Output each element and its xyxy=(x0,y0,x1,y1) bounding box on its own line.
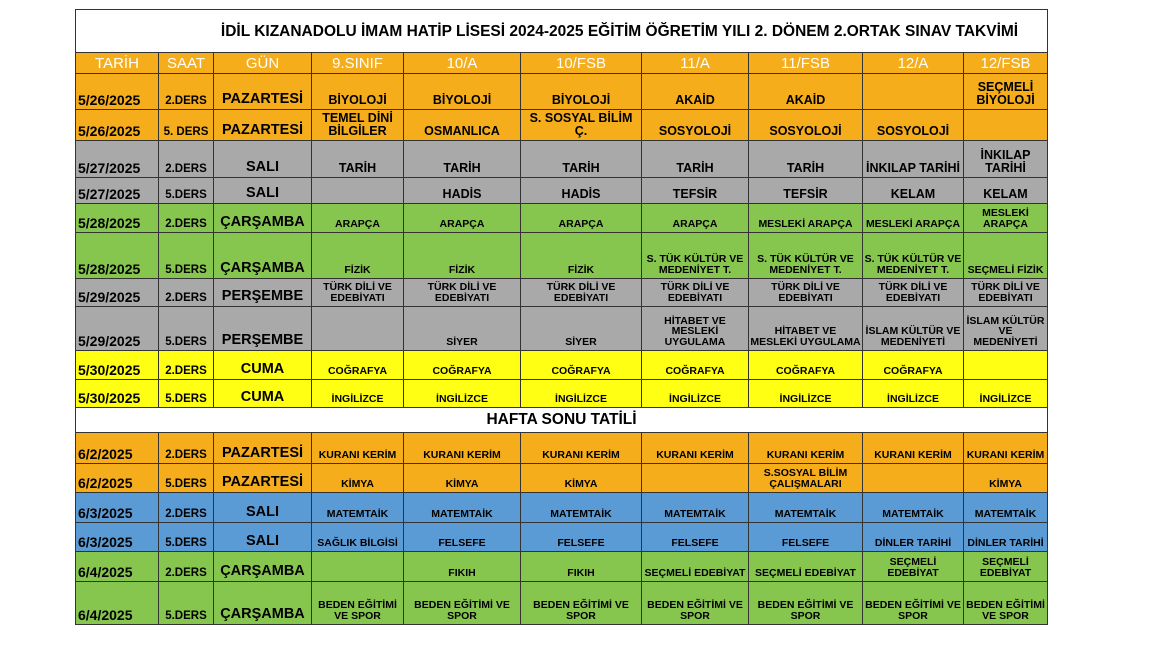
subject-11-a: AKAİD xyxy=(642,74,749,110)
header-row xyxy=(76,53,1048,74)
exam-date: 6/2/2025 xyxy=(76,433,159,464)
schedule-row xyxy=(76,204,1048,233)
subject-12-fsb: SEÇMELİ EDEBİYAT xyxy=(964,552,1048,582)
exam-date: 5/30/2025 xyxy=(76,380,159,408)
subject-9-sinif: MATEMTAİK xyxy=(312,493,404,523)
subject-12-fsb: SEÇMELİ BİYOLOJİ xyxy=(964,74,1048,110)
subject-9-sinif: SAĞLIK BİLGİSİ xyxy=(312,523,404,552)
subject-12-a: TÜRK DİLİ VE EDEBİYATI xyxy=(863,279,964,307)
column-header: 12/FSB xyxy=(964,53,1048,74)
subject-12-a: İNGİLİZCE xyxy=(863,380,964,408)
subject-10-fsb: ARAPÇA xyxy=(521,204,642,233)
subject-11-fsb: SEÇMELİ EDEBİYAT xyxy=(749,552,863,582)
subject-12-fsb: KELAM xyxy=(964,178,1048,204)
subject-12-fsb: MATEMTAİK xyxy=(964,493,1048,523)
exam-period: 5.DERS xyxy=(159,380,214,408)
column-header: SAAT xyxy=(159,53,214,74)
exam-day: SALI xyxy=(214,493,312,523)
subject-12-fsb: KURANI KERİM xyxy=(964,433,1048,464)
subject-11-fsb: S.SOSYAL BİLİM ÇALIŞMALARI xyxy=(749,464,863,493)
subject-11-fsb: BEDEN EĞİTİMİ VE SPOR xyxy=(749,582,863,625)
subject-10-fsb: KİMYA xyxy=(521,464,642,493)
subject-10-fsb: BİYOLOJİ xyxy=(521,74,642,110)
exam-day: SALI xyxy=(214,523,312,552)
subject-12-a: İNKILAP TARİHİ xyxy=(863,141,964,178)
exam-day: PAZARTESİ xyxy=(214,464,312,493)
exam-date: 6/2/2025 xyxy=(76,464,159,493)
exam-date: 5/29/2025 xyxy=(76,307,159,351)
subject-12-fsb: İNGİLİZCE xyxy=(964,380,1048,408)
subject-10-a: MATEMTAİK xyxy=(404,493,521,523)
subject-10-fsb: BEDEN EĞİTİMİ VE SPOR xyxy=(521,582,642,625)
column-header: TARİH xyxy=(76,53,159,74)
subject-10-a: HADİS xyxy=(404,178,521,204)
subject-10-a: OSMANLICA xyxy=(404,110,521,141)
subject-11-fsb: AKAİD xyxy=(749,74,863,110)
subject-9-sinif: TARİH xyxy=(312,141,404,178)
exam-date: 5/28/2025 xyxy=(76,204,159,233)
schedule-row xyxy=(76,433,1048,464)
subject-11-a: İNGİLİZCE xyxy=(642,380,749,408)
schedule-row xyxy=(76,178,1048,204)
exam-day: SALI xyxy=(214,178,312,204)
subject-11-a: TÜRK DİLİ VE EDEBİYATI xyxy=(642,279,749,307)
exam-day: PERŞEMBE xyxy=(214,279,312,307)
schedule-row xyxy=(76,582,1048,625)
exam-period: 5.DERS xyxy=(159,233,214,279)
subject-10-a: ARAPÇA xyxy=(404,204,521,233)
title-row xyxy=(76,10,1048,53)
exam-period: 2.DERS xyxy=(159,493,214,523)
schedule-row xyxy=(76,493,1048,523)
exam-day: PERŞEMBE xyxy=(214,307,312,351)
exam-day: PAZARTESİ xyxy=(214,433,312,464)
exam-period: 2.DERS xyxy=(159,141,214,178)
subject-10-fsb: FİZİK xyxy=(521,233,642,279)
exam-period: 5.DERS xyxy=(159,178,214,204)
subject-11-a: TARİH xyxy=(642,141,749,178)
subject-10-a: İNGİLİZCE xyxy=(404,380,521,408)
subject-10-a: TARİH xyxy=(404,141,521,178)
subject-10-a: TÜRK DİLİ VE EDEBİYATI xyxy=(404,279,521,307)
subject-12-fsb: İSLAM KÜLTÜR VE MEDENİYETİ xyxy=(964,307,1048,351)
exam-period: 5.DERS xyxy=(159,523,214,552)
exam-date: 6/3/2025 xyxy=(76,523,159,552)
subject-11-a: SEÇMELİ EDEBİYAT xyxy=(642,552,749,582)
subject-12-fsb: DİNLER TARİHİ xyxy=(964,523,1048,552)
exam-period: 2.DERS xyxy=(159,433,214,464)
exam-day: ÇARŞAMBA xyxy=(214,552,312,582)
subject-10-fsb: HADİS xyxy=(521,178,642,204)
subject-10-fsb: TARİH xyxy=(521,141,642,178)
subject-11-fsb: COĞRAFYA xyxy=(749,351,863,380)
subject-12-a: SOSYOLOJİ xyxy=(863,110,964,141)
exam-period: 5.DERS xyxy=(159,464,214,493)
subject-12-fsb xyxy=(964,351,1048,380)
subject-9-sinif xyxy=(312,178,404,204)
subject-12-a: KURANI KERİM xyxy=(863,433,964,464)
subject-11-a: S. TÜK KÜLTÜR VE MEDENİYET T. xyxy=(642,233,749,279)
subject-11-fsb: MESLEKİ ARAPÇA xyxy=(749,204,863,233)
column-header: GÜN xyxy=(214,53,312,74)
subject-10-fsb: FIKIH xyxy=(521,552,642,582)
subject-9-sinif xyxy=(312,307,404,351)
subject-11-a: SOSYOLOJİ xyxy=(642,110,749,141)
subject-12-a: MATEMTAİK xyxy=(863,493,964,523)
subject-12-a: COĞRAFYA xyxy=(863,351,964,380)
subject-10-fsb: S. SOSYAL BİLİM Ç. xyxy=(521,110,642,141)
schedule-row xyxy=(76,464,1048,493)
schedule-row xyxy=(76,351,1048,380)
column-header: 9.SINIF xyxy=(312,53,404,74)
column-header: 10/FSB xyxy=(521,53,642,74)
exam-date: 5/30/2025 xyxy=(76,351,159,380)
exam-date: 5/26/2025 xyxy=(76,110,159,141)
schedule-row xyxy=(76,552,1048,582)
subject-11-a: KURANI KERİM xyxy=(642,433,749,464)
subject-12-a: BEDEN EĞİTİMİ VE SPOR xyxy=(863,582,964,625)
weekend-label: HAFTA SONU TATİLİ xyxy=(76,408,1048,433)
exam-period: 2.DERS xyxy=(159,279,214,307)
exam-date: 5/28/2025 xyxy=(76,233,159,279)
subject-10-a: FELSEFE xyxy=(404,523,521,552)
exam-day: ÇARŞAMBA xyxy=(214,233,312,279)
subject-9-sinif: ARAPÇA xyxy=(312,204,404,233)
subject-12-fsb: KİMYA xyxy=(964,464,1048,493)
exam-schedule-table xyxy=(75,9,1048,625)
exam-period: 2.DERS xyxy=(159,552,214,582)
subject-10-fsb: TÜRK DİLİ VE EDEBİYATI xyxy=(521,279,642,307)
subject-11-a: MATEMTAİK xyxy=(642,493,749,523)
subject-9-sinif: BİYOLOJİ xyxy=(312,74,404,110)
exam-period: 2.DERS xyxy=(159,204,214,233)
exam-date: 5/27/2025 xyxy=(76,141,159,178)
exam-day: CUMA xyxy=(214,380,312,408)
weekend-row xyxy=(76,408,1048,433)
schedule-row xyxy=(76,279,1048,307)
subject-9-sinif: FİZİK xyxy=(312,233,404,279)
subject-10-a: COĞRAFYA xyxy=(404,351,521,380)
subject-9-sinif: KİMYA xyxy=(312,464,404,493)
subject-10-fsb: COĞRAFYA xyxy=(521,351,642,380)
schedule-body xyxy=(76,10,1048,625)
subject-11-fsb: KURANI KERİM xyxy=(749,433,863,464)
schedule-row xyxy=(76,307,1048,351)
exam-date: 5/27/2025 xyxy=(76,178,159,204)
subject-12-fsb: TÜRK DİLİ VE EDEBİYATI xyxy=(964,279,1048,307)
exam-period: 5.DERS xyxy=(159,307,214,351)
column-header: 11/FSB xyxy=(749,53,863,74)
subject-12-a xyxy=(863,74,964,110)
subject-9-sinif: BEDEN EĞİTİMİ VE SPOR xyxy=(312,582,404,625)
subject-10-fsb: FELSEFE xyxy=(521,523,642,552)
exam-date: 5/29/2025 xyxy=(76,279,159,307)
exam-period: 5.DERS xyxy=(159,582,214,625)
subject-10-a: FIKIH xyxy=(404,552,521,582)
subject-10-a: FİZİK xyxy=(404,233,521,279)
subject-12-fsb xyxy=(964,110,1048,141)
exam-period: 2.DERS xyxy=(159,351,214,380)
subject-12-fsb: SEÇMELİ FİZİK xyxy=(964,233,1048,279)
subject-10-fsb: SİYER xyxy=(521,307,642,351)
subject-11-fsb: HİTABET VE MESLEKİ UYGULAMA xyxy=(749,307,863,351)
subject-9-sinif: KURANI KERİM xyxy=(312,433,404,464)
subject-10-a: KİMYA xyxy=(404,464,521,493)
subject-11-fsb: SOSYOLOJİ xyxy=(749,110,863,141)
subject-10-a: BİYOLOJİ xyxy=(404,74,521,110)
subject-9-sinif: TEMEL DİNİ BİLGİLER xyxy=(312,110,404,141)
subject-12-fsb: BEDEN EĞİTİMİ VE SPOR xyxy=(964,582,1048,625)
subject-11-a: HİTABET VE MESLEKİ UYGULAMA xyxy=(642,307,749,351)
exam-day: SALI xyxy=(214,141,312,178)
schedule-row xyxy=(76,523,1048,552)
subject-11-a xyxy=(642,464,749,493)
subject-10-a: KURANI KERİM xyxy=(404,433,521,464)
subject-12-a: İSLAM KÜLTÜR VE MEDENİYETİ xyxy=(863,307,964,351)
subject-11-fsb: S. TÜK KÜLTÜR VE MEDENİYET T. xyxy=(749,233,863,279)
subject-11-fsb: TEFSİR xyxy=(749,178,863,204)
subject-9-sinif: TÜRK DİLİ VE EDEBİYATI xyxy=(312,279,404,307)
subject-9-sinif: COĞRAFYA xyxy=(312,351,404,380)
exam-day: PAZARTESİ xyxy=(214,74,312,110)
column-header: 10/A xyxy=(404,53,521,74)
subject-12-a: S. TÜK KÜLTÜR VE MEDENİYET T. xyxy=(863,233,964,279)
subject-12-a: KELAM xyxy=(863,178,964,204)
exam-day: PAZARTESİ xyxy=(214,110,312,141)
column-header: 11/A xyxy=(642,53,749,74)
exam-date: 6/4/2025 xyxy=(76,582,159,625)
subject-11-fsb: FELSEFE xyxy=(749,523,863,552)
subject-11-a: COĞRAFYA xyxy=(642,351,749,380)
subject-11-a: BEDEN EĞİTİMİ VE SPOR xyxy=(642,582,749,625)
schedule-row xyxy=(76,380,1048,408)
exam-day: ÇARŞAMBA xyxy=(214,582,312,625)
subject-10-a: SİYER xyxy=(404,307,521,351)
subject-12-fsb: MESLEKİ ARAPÇA xyxy=(964,204,1048,233)
schedule-title: İDİL KIZANADOLU İMAM HATİP LİSESİ 2024-2025 EĞİTİM ÖĞRETİM YILI 2. DÖNEM 2.ORTAK SINAV TAKVİMİ xyxy=(76,10,1048,53)
exam-period: 2.DERS xyxy=(159,74,214,110)
exam-date: 5/26/2025 xyxy=(76,74,159,110)
exam-date: 6/3/2025 xyxy=(76,493,159,523)
subject-12-a: MESLEKİ ARAPÇA xyxy=(863,204,964,233)
subject-11-fsb: TÜRK DİLİ VE EDEBİYATI xyxy=(749,279,863,307)
subject-12-fsb: İNKILAP TARİHİ xyxy=(964,141,1048,178)
schedule-row xyxy=(76,74,1048,110)
column-header: 12/A xyxy=(863,53,964,74)
exam-date: 6/4/2025 xyxy=(76,552,159,582)
subject-12-a: DİNLER TARİHİ xyxy=(863,523,964,552)
subject-10-fsb: KURANI KERİM xyxy=(521,433,642,464)
subject-10-fsb: MATEMTAİK xyxy=(521,493,642,523)
subject-9-sinif: İNGİLİZCE xyxy=(312,380,404,408)
subject-9-sinif xyxy=(312,552,404,582)
subject-10-fsb: İNGİLİZCE xyxy=(521,380,642,408)
subject-12-a xyxy=(863,464,964,493)
subject-10-a: BEDEN EĞİTİMİ VE SPOR xyxy=(404,582,521,625)
subject-11-a: TEFSİR xyxy=(642,178,749,204)
schedule-row xyxy=(76,233,1048,279)
exam-day: ÇARŞAMBA xyxy=(214,204,312,233)
schedule-row xyxy=(76,110,1048,141)
schedule-row xyxy=(76,141,1048,178)
subject-11-fsb: MATEMTAİK xyxy=(749,493,863,523)
subject-11-fsb: İNGİLİZCE xyxy=(749,380,863,408)
subject-11-a: FELSEFE xyxy=(642,523,749,552)
subject-12-a: SEÇMELİ EDEBİYAT xyxy=(863,552,964,582)
subject-11-fsb: TARİH xyxy=(749,141,863,178)
exam-day: CUMA xyxy=(214,351,312,380)
exam-period: 5. DERS xyxy=(159,110,214,141)
subject-11-a: ARAPÇA xyxy=(642,204,749,233)
